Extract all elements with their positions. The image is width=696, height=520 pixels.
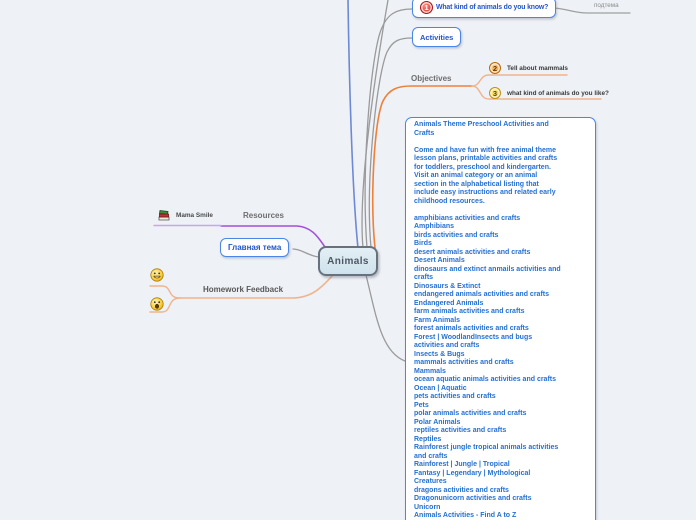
info-box-line: crafts [414,274,434,281]
info-box-line: Dragonunicorn activities and crafts [414,495,532,502]
info-box-line: endangered animals activities and crafts [414,291,549,298]
info-box-line: reptiles activities and crafts [414,427,507,434]
info-box-line: Creatures [414,478,447,485]
node-mama-smile[interactable] [157,208,213,222]
info-box-line: Pets [414,401,429,409]
info-box-line: birds activities and crafts [414,231,499,239]
info-box-line: Desert Animals [414,257,465,264]
info-box-line: ocean aquatic animals activities and crafts [414,376,557,383]
info-box-line: Dinosaurs & Extinct [414,282,481,290]
node-podtema[interactable]: подтема [594,2,619,9]
edge-info-box [366,275,405,361]
info-box-line: Birds [414,240,432,247]
node-tell-about-mammals[interactable] [489,62,568,74]
info-box-line [414,206,587,215]
edge-objectives-child-1 [472,75,567,86]
info-box-line: amphibians activities and crafts [414,214,521,222]
info-box-line: Come and have fun with free animal theme [414,146,556,154]
number-3-badge-icon: 3 [489,87,501,99]
edge-glavnaya [293,249,319,257]
info-box-line: Rainforest | Jungle | Tropical [414,461,510,468]
node-what-animals-you-like[interactable] [489,87,609,99]
number-2-badge-icon: 2 [489,62,501,74]
info-box-line: Crafts [414,129,435,137]
info-box-line: Fantasy | Legendary | Mythological [414,469,531,477]
info-box-line: lesson plans, printable activities and crafts [414,155,558,162]
smiley-surprised-icon [150,297,164,311]
node-animals-theme-info-box[interactable] [405,117,596,520]
node-smiley-surprised[interactable] [150,297,164,311]
info-box-line [414,138,587,147]
node-glavnaya-tema-label: Главная тема [228,243,282,252]
info-box-line: Amphibians [414,223,455,230]
info-box-line: childhood resources. [414,197,485,205]
node-mama-smile-label: Mama Smile [176,211,213,219]
info-box-line: farm animals activities and crafts [414,308,525,315]
info-box-line: desert animals activities and crafts [414,248,531,256]
info-box-line: forest animals activities and crafts [414,325,529,332]
node-what-kind-label: What kind of animals do you know? [436,4,549,11]
info-box-line: Forest | WoodlandInsects and bugs [414,333,533,341]
info-box-line: Ocean | Aquatic [414,384,467,392]
node-smiley-happy[interactable] [150,268,164,282]
books-icon [157,209,171,222]
info-box-line: Mammals [414,367,446,375]
info-box-line: Animals Theme Preschool Activities and [414,121,549,128]
info-box-line: Polar Animals [414,418,461,426]
node-homework-feedback[interactable]: Homework Feedback [203,285,284,294]
info-box-line: Endangered Animals [414,299,484,307]
info-box-line: and crafts [414,452,448,460]
info-box-line: for toddlers, preschool and kindergarten. [414,163,551,171]
info-box-line: Insects & Bugs [414,350,465,358]
node-resources[interactable]: Resources [243,211,284,220]
info-box-line: activities and crafts [414,342,480,349]
info-box-line: mammals activities and crafts [414,359,514,366]
info-box-line: dinosaurs and extinct anmails activities and [414,265,561,273]
info-box-line: section in the alphabetical listing that [414,180,539,188]
root-node-label: Animals [327,255,369,267]
edge-offscreen-blue [348,0,358,248]
root-node-animals[interactable] [318,246,378,276]
info-box-line: Rainforest jungle tropical animals activities [414,444,559,451]
info-box-line: dragons activities and crafts [414,486,509,494]
node-objectives[interactable]: Objectives [411,74,452,83]
info-box-line: include easy instructions and related early [414,189,556,196]
info-box-line: Reptiles [414,435,442,443]
info-box-line: polar animals activities and crafts [414,410,527,417]
node-tell-about-mammals-label: Tell about mammals [507,64,568,72]
info-box-line: Unicorn [414,503,441,511]
smiley-happy-icon [150,268,164,282]
info-box-line: Animals Activities - Find A to Z [414,512,517,519]
node-what-kind-of-animals[interactable] [412,0,556,18]
node-what-animals-you-like-label: what kind of animals do you like? [507,89,609,97]
node-activities-label: Activities [420,32,454,42]
edge-offscreen-gray [362,0,388,248]
info-box-text [414,121,587,520]
number-1-badge-icon: 1 [420,1,433,14]
node-activities[interactable] [412,27,461,47]
info-box-line: pets activities and crafts [414,393,496,400]
info-box-line: Visit an animal category or an animal [414,172,538,179]
node-glavnaya-tema[interactable] [220,238,289,257]
info-box-line: Farm Animals [414,316,461,324]
